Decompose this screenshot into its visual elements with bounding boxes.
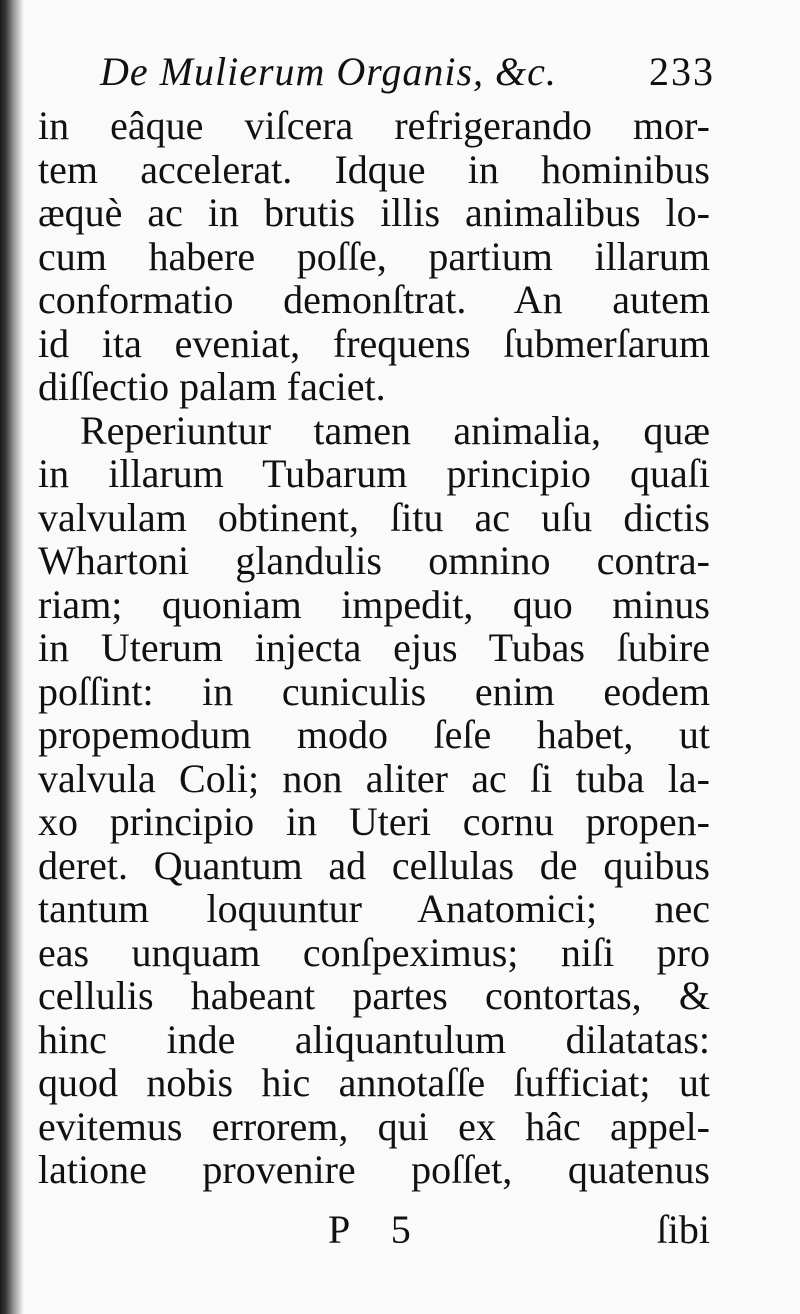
catchword: ſibi [656,1207,710,1252]
text-line: cum habere poſſe, partium illarum [38,233,710,279]
text-line: tantum loquuntur Anatomici; nec [38,886,710,931]
text-line: conformatio demonſtrat. An autem [38,277,710,322]
text-line: cellulis habeant partes contortas, & [38,973,710,1018]
page-footer [38,1205,710,1255]
running-title: De Mulierum Organis, &c. [100,49,557,94]
text-line: propemodum modo ſeſe habet, ut [38,712,710,757]
signature-mark: P 5 [328,1207,427,1252]
text-line: Reperiuntur tamen animalia, quæ [80,407,710,453]
text-line: deret. Quantum ad cellulas de quibus [38,842,710,888]
text-line: id ita eveniat, frequens ſubmerſarum [38,320,710,366]
text-line: in eâque viſcera refrigerando mor- [38,103,710,148]
page-number: 233 [649,49,715,94]
text-line: latione provenire poſſet, quatenus [38,1147,710,1192]
text-line: in illarum Tubarum principio quaſi [38,451,710,496]
text-line: riam; quoniam impedit, quo minus [38,581,710,627]
text-line: quod nobis hic annotaſſe ſufficiat; ut [38,1060,710,1105]
text-line: valvula Coli; non aliter ac ſi tuba la- [38,755,710,801]
text-line: hinc inde aliquantulum dilatatas: [38,1016,710,1062]
text-line: evitemus errorem, qui ex hâc appel- [38,1103,710,1149]
text-line: eas unquam conſpeximus; niſi pro [38,929,710,975]
text-line: diſſectio palam faciet. [38,364,386,409]
text-line: xo principio in Uteri cornu propen- [38,799,710,844]
text-line: valvulam obtinent, ſitu ac uſu dictis [38,494,710,540]
paragraph-2 [38,409,710,1192]
text-line: poſſint: in cuniculis enim eodem [38,668,710,714]
text-line: in Uterum injecta ejus Tubas ſubire [38,625,710,670]
body-text [38,104,710,1192]
paragraph-1 [38,104,710,409]
page-gutter-shadow [0,0,24,1314]
page-header [100,42,715,102]
text-line: Whartoni glandulis omnino contra- [38,538,710,583]
text-line: tem accelerat. Idque in hominibus [38,146,710,192]
text-line: æquè ac in brutis illis animalibus lo- [38,190,710,235]
